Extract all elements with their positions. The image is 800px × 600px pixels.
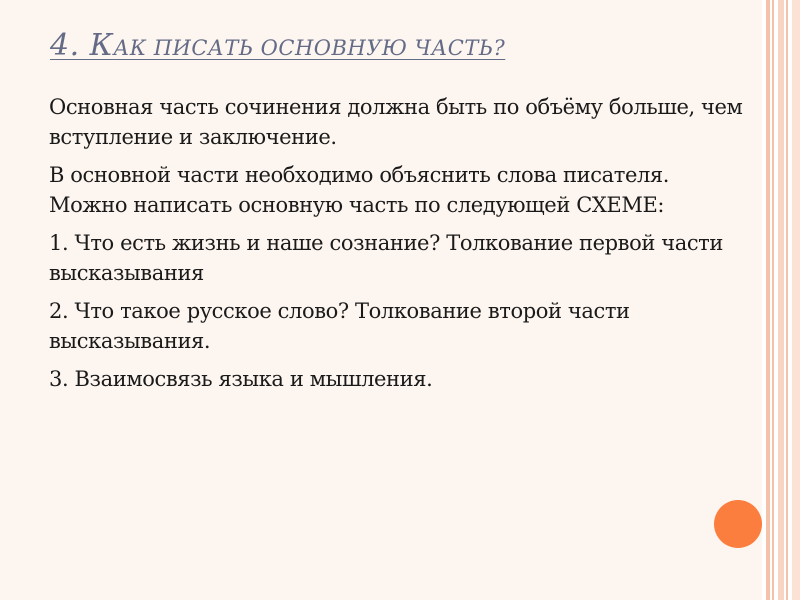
paragraph-scheme: В основной части необходимо объяснить слова писателя. Можно написать основную часть по следующей СХЕМЕ: <box>49 163 670 217</box>
decorative-stripe <box>772 0 774 600</box>
decorative-stripe <box>786 0 788 600</box>
slide-title <box>50 28 505 63</box>
list-item-3: 3. Взаимосвязь языка и мышления. <box>49 367 433 391</box>
decorative-orange-circle <box>714 500 762 548</box>
decorative-stripe <box>766 0 770 600</box>
slide-title-first-letter: 4. К <box>50 28 114 63</box>
list-item-2: 2. Что такое русское слово? Толкование второй части высказывания. <box>49 299 630 353</box>
slide-body <box>49 92 749 402</box>
paragraph-intro: Основная часть сочинения должна быть по объёму больше, чем вступление и заключение. <box>49 95 743 149</box>
decorative-stripe <box>792 0 800 600</box>
decorative-stripe <box>778 0 784 600</box>
slide-title-rest: АК ПИСАТЬ ОСНОВНУЮ ЧАСТЬ? <box>113 36 506 60</box>
list-item-1: 1. Что есть жизнь и наше сознание? Толкование первой части высказывания <box>49 231 723 285</box>
